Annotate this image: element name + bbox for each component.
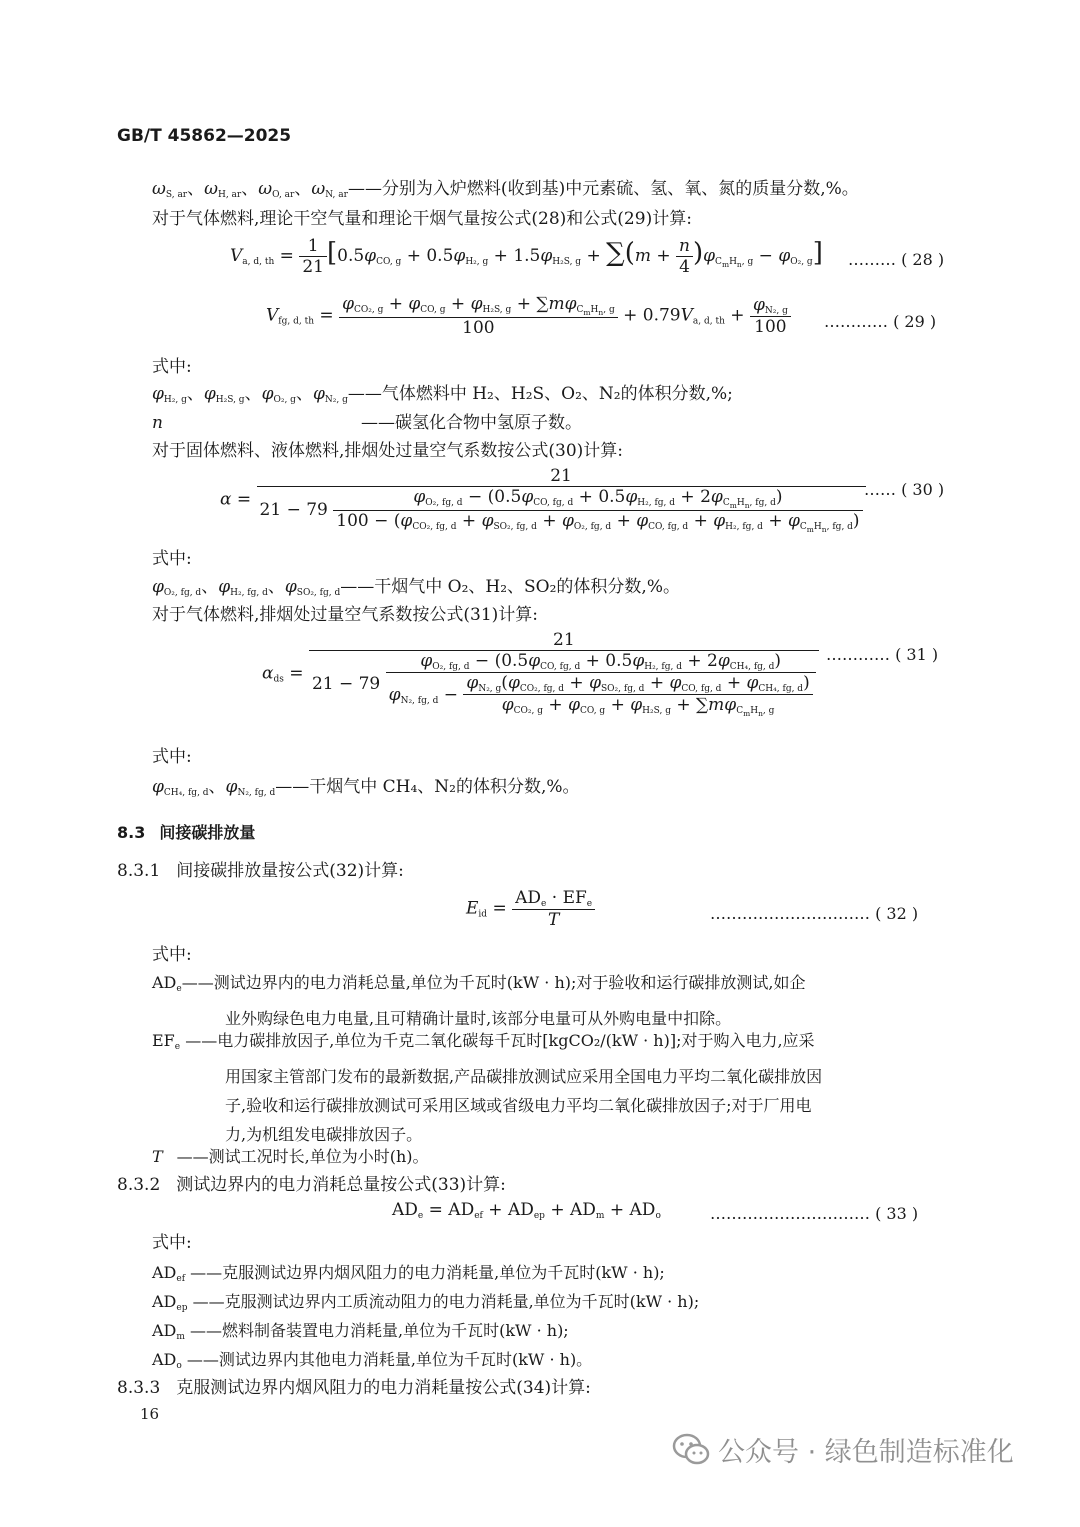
ad-ep-definition: ADep ——克服测试边界内工质流动阻力的电力消耗量,单位为千瓦时(kW · h); [152, 1292, 700, 1313]
wechat-icon [672, 1433, 710, 1467]
equation-29-number: ………… ( 29 ) [824, 312, 937, 331]
equation-29: Vfg, d, th = $\frac{\varphi CO_2, g + \varphi CO, g + \varphi H_2S, g + \sum m\varphi C_mH_n, g}{100}$ + 0.79Va, d, th + $\frac{\text{φN₂, g}}{100}$ [266, 294, 791, 338]
equation-30: α = 21 21 − 79 φO₂, fg, d − (0.5φCO, fg, d + 0.5φH₂, fg, $d + 2\varphi C_mH_n$, fg, d) 100 − (φCO₂, fg, d + φSO₂, fg, d + φO₂, fg, d + φCO, fg, d + φH₂, fg, $d + \varphi C_mH_n$, fg, d) [220, 466, 866, 534]
phi-fg-definition: φO₂, fg, d、φH₂, fg, d、φSO₂, fg, d——干烟气中 O₂、H₂、SO₂的体积分数,%。 [152, 577, 680, 598]
n-definition: n ——碳氢化合物中氢原子数。 [152, 413, 582, 433]
page-number: 16 [140, 1405, 160, 1423]
clause-8-3-1: 8.3.1 间接碳排放量按公式(32)计算: [117, 861, 404, 881]
equation-31-number: ………… ( 31 ) [826, 645, 939, 664]
where-label: 式中: [152, 747, 192, 767]
omega-definition: ωS, ar、ωH, ar、ωO, ar、ωN, ar——分别为入炉燃料(收到基)中元素硫、氢、氧、氮的质量分数,%。 [152, 179, 859, 200]
where-label: 式中: [152, 549, 192, 569]
equation-32: Eid = $\frac{\text{ADe · EFe}}{T}$ [466, 888, 595, 930]
phi-gas-definition: φH₂, g、φH₂S, g、φO₂, g、φN₂, g——气体燃料中 H₂、H₂S、O₂、N₂的体积分数,%; [152, 384, 733, 405]
solid-fuel-intro: 对于固体燃料、液体燃料,排烟处过量空气系数按公式(30)计算: [152, 441, 624, 461]
equation-31: αds = 21 21 − 79 φO₂, fg, d − (0.5φCO, fg, d + 0.5φH₂, fg, d + 2φCH₄, fg, d) φN₂, fg, d − $\frac{\text{φN₂, g(φCO₂, fg, d + φSO₂, fg, d + φCO, fg, d + φCH₄, fg, d)}}{\varphi CO_2, g + \varphi CO, g + \varphi H_2S, g + \sum m\varphi C_mH_n, g}$ [262, 630, 819, 718]
clause-8-3-3: 8.3.3 克服测试边界内烟风阻力的电力消耗量按公式(34)计算: [117, 1378, 591, 1398]
where-label: 式中: [152, 1233, 192, 1253]
equation-32-number: ………………………… ( 32 ) [710, 904, 919, 923]
ad-e-definition: ADe——测试边界内的电力消耗总量,单位为千瓦时(kW · h);对于验收和运行碳排放测试,如企 业外购绿色电力电量,且可精确计量时,该部分电量可从外购电量中扣除。 [152, 973, 806, 1028]
watermark: 公众号 · 绿色制造标准化 [672, 1430, 1014, 1469]
gas-fuel-alpha-intro: 对于气体燃料,排烟处过量空气系数按公式(31)计算: [152, 605, 539, 625]
ad-o-definition: ADo ——测试边界内其他电力消耗量,单位为千瓦时(kW · h)。 [152, 1350, 593, 1371]
section-8-3-heading: 8.3 间接碳排放量 [117, 823, 256, 842]
gas-fuel-intro: 对于气体燃料,理论干空气量和理论干烟气量按公式(28)和公式(29)计算: [152, 209, 692, 229]
equation-28-number: ……… ( 28 ) [848, 250, 945, 269]
t-definition: T ——测试工况时长,单位为小时(h)。 [152, 1147, 429, 1166]
equation-33-number: ………………………… ( 33 ) [710, 1204, 919, 1223]
clause-8-3-2: 8.3.2 测试边界内的电力消耗总量按公式(33)计算: [117, 1175, 506, 1195]
equation-28: Va, d, th = $\frac{1}{21}$ [0.5φCO, g + 0.5φH₂, g + 1.5φH₂S, g + ∑(m + $\frac{n}{4}$ )$\varphi C_mH_n$, g − φO₂, g] [230, 236, 823, 277]
ad-m-definition: ADm ——燃料制备装置电力消耗量,单位为千瓦时(kW · h); [152, 1321, 569, 1342]
ef-e-definition: EFe ——电力碳排放因子,单位为千克二氧化碳每千瓦时[kgCO₂/(kW · h)];对于购入电力,应采 用国家主管部门发布的最新数据,产品碳排放测试应采用全国电力平均二氧化碳排放因 子,验收和运行碳排放测试可采用区域或省级电力平均二氧化碳排放因子;对于厂用电 力,为机组发电碳排放因子。 [152, 1031, 823, 1144]
standard-number: GB/T 45862—2025 [117, 126, 292, 146]
equation-30-number: …… ( 30 ) [864, 480, 945, 499]
equation-33: ADe = ADef + ADep + ADm + ADo [392, 1200, 661, 1221]
ad-ef-definition: ADef ——克服测试边界内烟风阻力的电力消耗量,单位为千瓦时(kW · h); [152, 1263, 665, 1284]
where-label: 式中: [152, 357, 192, 377]
where-label: 式中: [152, 945, 192, 965]
phi-ch4-definition: φCH₄, fg, d、φN₂, fg, d——干烟气中 CH₄、N₂的体积分数,%。 [152, 777, 580, 798]
